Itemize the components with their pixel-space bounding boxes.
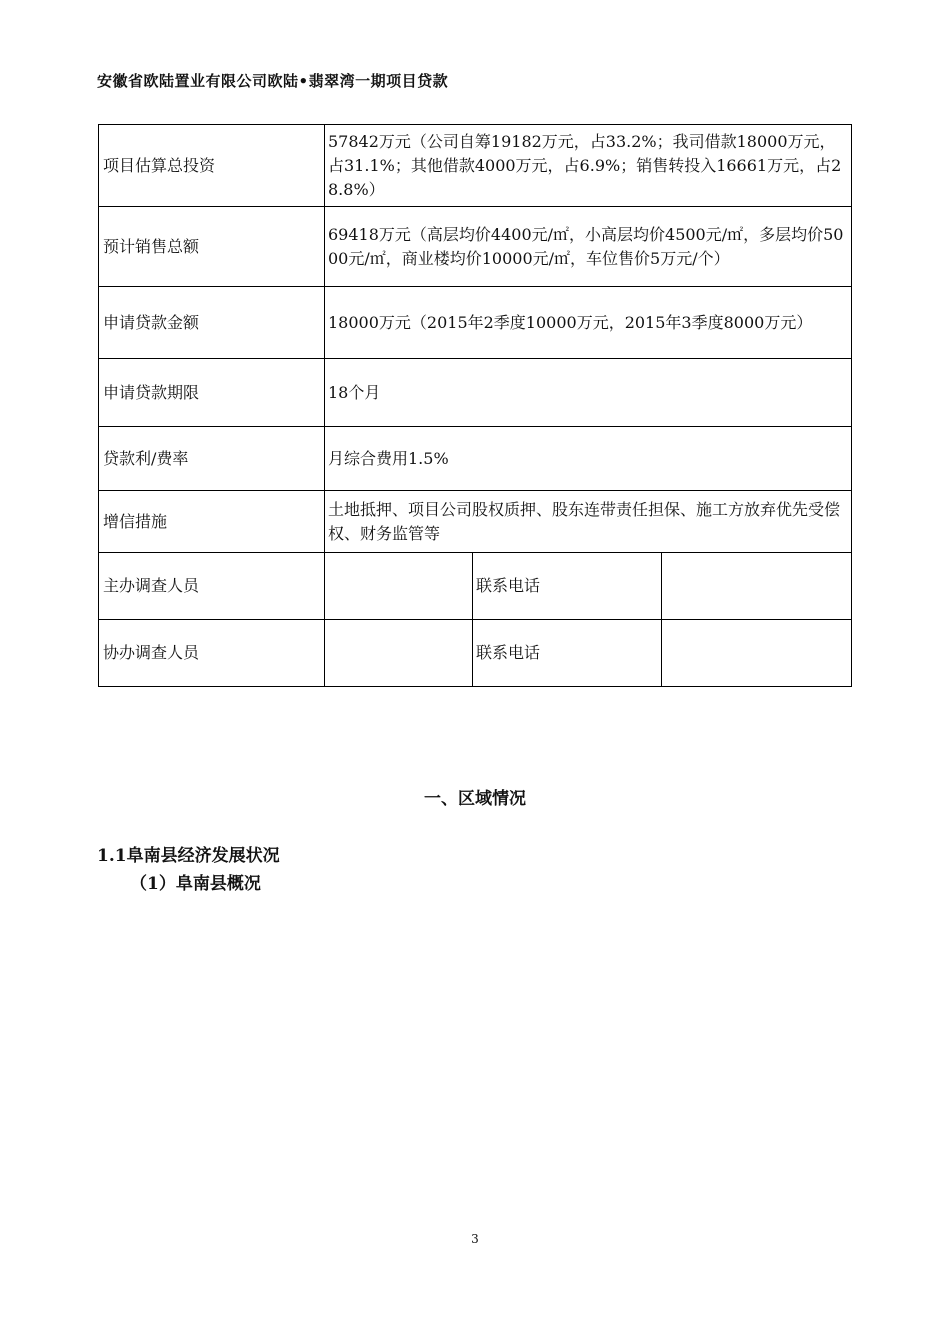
table-row	[99, 427, 852, 491]
row-label-lead-investigator: 主办调查人员	[99, 553, 325, 620]
section-title: 一、区域情况	[424, 789, 526, 809]
subsection-heading: 1.1阜南县经济发展状况	[97, 846, 280, 866]
row-value-interest-rate: 月综合费用1.5%	[325, 427, 852, 491]
page-number: 3	[471, 1232, 479, 1246]
table-row	[99, 359, 852, 427]
table-row	[99, 491, 852, 553]
loan-info-table	[98, 124, 852, 687]
row-label-credit-enhancement: 增信措施	[99, 491, 325, 553]
row-label-loan-amount: 申请贷款金额	[99, 287, 325, 359]
lead-phone-label: 联系电话	[473, 553, 662, 620]
lead-investigator-name	[325, 553, 473, 620]
subsubsection-heading: （1）阜南县概况	[130, 874, 261, 894]
table-row	[99, 207, 852, 287]
row-value-total-investment: 57842万元（公司自筹19182万元，占33.2%；我司借款18000万元，占31.1%；其他借款4000万元，占6.9%；销售转投入16661万元，占28.8%）	[325, 125, 852, 207]
page-header: 安徽省欧陆置业有限公司欧陆•翡翠湾一期项目贷款	[97, 72, 449, 90]
table-row	[99, 553, 852, 620]
row-value-loan-amount: 18000万元（2015年2季度10000万元，2015年3季度8000万元）	[325, 287, 852, 359]
lead-phone-value	[662, 553, 852, 620]
row-label-interest-rate: 贷款利/费率	[99, 427, 325, 491]
assist-phone-value	[662, 620, 852, 687]
row-value-expected-sales: 69418万元（高层均价4400元/㎡，小高层均价4500元/㎡，多层均价5000元/㎡，商业楼均价10000元/㎡，车位售价5万元/个）	[325, 207, 852, 287]
table-row	[99, 287, 852, 359]
row-label-expected-sales: 预计销售总额	[99, 207, 325, 287]
table-row	[99, 620, 852, 687]
row-label-loan-term: 申请贷款期限	[99, 359, 325, 427]
row-value-credit-enhancement: 土地抵押、项目公司股权质押、股东连带责任担保、施工方放弃优先受偿权、财务监管等	[325, 491, 852, 553]
row-label-assist-investigator: 协办调查人员	[99, 620, 325, 687]
table-row	[99, 125, 852, 207]
row-value-loan-term: 18个月	[325, 359, 852, 427]
assist-phone-label: 联系电话	[473, 620, 662, 687]
row-label-total-investment: 项目估算总投资	[99, 125, 325, 207]
assist-investigator-name	[325, 620, 473, 687]
